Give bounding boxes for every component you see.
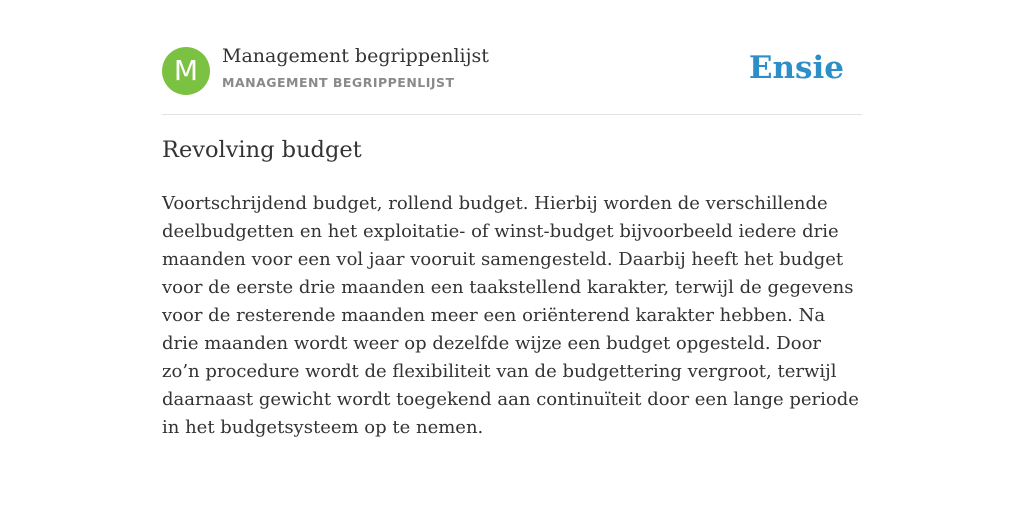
dictionary-title-link[interactable]: Management begrippenlijst: [222, 45, 489, 67]
dictionary-subtitle: MANAGEMENT BEGRIPPENLIJST: [222, 75, 455, 90]
term-heading: Revolving budget: [162, 137, 362, 163]
header: [162, 0, 862, 115]
term-definition: Voortschrijdend budget, rollend budget. Hierbij worden de verschillende deelbudgetten en het exploitatie- of winst-budget bijvoorbeeld iedere drie maanden voor een vol jaar vooruit samengesteld. Daarbij heeft het budget voor de eerste drie maanden een taakstellend karakter, terwijl de gegevens voor de resterende maanden meer een oriënterend karakter hebben. Na drie maanden wordt weer op dezelfde wijze een budget opgesteld. Door zo’n procedure wordt de flexibiliteit van de budgettering vergroot, terwijl daarnaast gewicht wordt toegekend aan continuïteit door een lange periode in het budgetsysteem op te nemen.: [162, 193, 859, 438]
ensie-logo[interactable]: Ensie: [748, 50, 844, 86]
avatar[interactable]: M: [162, 47, 210, 95]
page: [162, 0, 862, 438]
